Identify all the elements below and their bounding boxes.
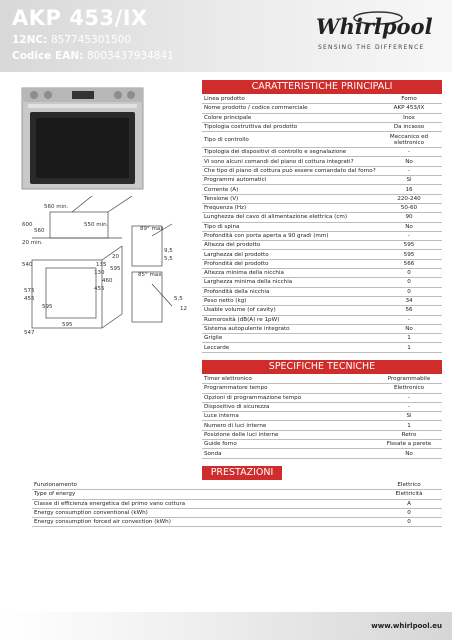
row-label: Programmi automatici (204, 177, 267, 184)
table-row (202, 412, 442, 421)
row-label: Che tipo di piano di cottura può essere comandato dal forno? (204, 167, 376, 174)
specifiche-table (202, 375, 442, 459)
whirlpool-logo (308, 8, 438, 58)
table-row (202, 114, 442, 123)
table-row (202, 104, 442, 113)
table-row (202, 278, 442, 287)
row-value: - (407, 394, 411, 401)
table-row (32, 481, 442, 490)
row-value: 1 (407, 335, 411, 342)
row-value: 0 (407, 288, 411, 295)
row-value: 220-240 (397, 195, 421, 202)
row-label: Luce interna (204, 413, 239, 420)
row-value: Forno (401, 96, 417, 103)
row-label: Type of energy (34, 491, 76, 498)
row-value: Fissate a parete (386, 441, 432, 448)
caratteristiche-table (202, 95, 442, 353)
dim-label: 135 (96, 262, 107, 268)
row-label: Colore principale (204, 114, 252, 121)
code-ean (12, 50, 174, 62)
row-value: - (407, 233, 411, 239)
dim-label: 560 min. (44, 204, 69, 210)
row-label: Larghezza del prodotto (204, 251, 269, 258)
row-value: 0 (407, 270, 411, 277)
row-label: Altezza del prodotto (204, 242, 261, 249)
row-label: Frequenza (Hz) (204, 205, 247, 212)
row-value: 0 (407, 519, 411, 526)
row-value: - (407, 316, 411, 323)
dim-label: 547 (24, 330, 35, 336)
table-row (202, 195, 442, 204)
row-label: Tipologia costruttiva del prodotto (204, 124, 298, 131)
dim-label: 5,5 (174, 296, 183, 302)
code-12nc (12, 34, 131, 46)
table-row (202, 403, 442, 412)
row-value: Elettronico (393, 385, 425, 392)
row-label: Vi sono alcuni comandi del piano di cottura integrati? (204, 158, 354, 165)
row-value: - (407, 149, 411, 156)
table-row (202, 343, 442, 352)
row-value: No (405, 450, 413, 457)
dim-label: 12 (180, 306, 187, 312)
table-row (202, 297, 442, 306)
table-row (202, 394, 442, 403)
code-ean-label: Codice EAN: (12, 50, 84, 62)
code-ean-value: 8003437934841 (86, 50, 174, 62)
code-12nc-label: 12NC: (12, 34, 48, 46)
row-label: Dispositivo di sicurezza (204, 404, 270, 411)
row-label: Lunghezza del cavo di alimentazione elettrica (cm) (204, 214, 348, 221)
row-label: Peso netto (kg) (204, 298, 247, 305)
table-row (32, 490, 442, 499)
row-label: Energy consumption conventional (kWh) (34, 510, 148, 517)
table-row (202, 250, 442, 259)
dim-label: 550 min. (84, 222, 109, 228)
row-label: Posizione delle luci interne (204, 431, 279, 438)
row-label: Linea prodotto (204, 96, 245, 103)
table-row (202, 95, 442, 104)
row-value: No (405, 325, 413, 332)
dim-label: 20 (112, 254, 119, 260)
row-value: AKP 453/IX (393, 105, 425, 112)
product-title: AKP 453/IX (12, 6, 148, 30)
table-row (202, 269, 442, 278)
row-value: - (407, 167, 411, 174)
dim-label: 540 (22, 262, 33, 268)
row-value: Elettrico (397, 482, 421, 489)
footer-url: www.whirlpool.eu (371, 622, 442, 630)
installation-diagram (22, 196, 192, 336)
table-row (202, 241, 442, 250)
row-value: - (407, 404, 411, 411)
row-label: Tipo di spina (204, 223, 240, 230)
row-label: Griglie (204, 335, 223, 342)
dim-label: 595 (42, 304, 53, 310)
table-row (202, 440, 442, 449)
oven-image (20, 86, 145, 191)
dim-label: 20 min. (22, 240, 43, 246)
row-label: Tipologia dei dispositivi di controllo e segnalazione (204, 149, 347, 156)
dim-label: 595 (110, 266, 121, 272)
row-label: Sonda (204, 450, 222, 457)
row-label: Classe di efficienza energetica del primo vano cottura (34, 500, 186, 507)
table-row (202, 288, 442, 297)
row-label: Opzioni di programmazione tempo (204, 394, 302, 401)
table-row (202, 185, 442, 194)
table-row (32, 509, 442, 518)
dim-label: 455 (24, 296, 35, 302)
row-label: Tensione (V) (204, 195, 239, 202)
dim-label: 600 (22, 222, 33, 228)
row-value: A (407, 500, 411, 507)
row-value: 16 (405, 186, 413, 193)
row-label: Leccarde (204, 344, 230, 351)
row-value: 1 (407, 422, 411, 429)
row-label: Altezza minima della nicchia (204, 270, 284, 277)
dim-label: 9,5 (164, 248, 173, 254)
dim-label: 575 (24, 288, 35, 294)
row-label: Profondità della nicchia (204, 288, 270, 295)
row-value: Meccanico ed elettronico (389, 133, 429, 146)
prestazioni-table (32, 481, 442, 527)
row-label: Usable volume (of cavity) (204, 307, 276, 314)
table-row (202, 204, 442, 213)
table-row (202, 123, 442, 132)
row-value: Da incasso (393, 124, 425, 131)
row-value: Elettricità (395, 491, 423, 498)
table-row (202, 232, 442, 241)
table-row (202, 167, 442, 176)
table-row (202, 132, 442, 148)
row-label: Larghezza minima della nicchia (204, 279, 293, 286)
table-row (202, 157, 442, 166)
dim-label: 460 (102, 278, 113, 284)
table-row (202, 334, 442, 343)
row-value: Inox (403, 114, 415, 121)
row-value: Sì (406, 413, 412, 420)
table-row (202, 375, 442, 384)
dim-label: 595 (62, 322, 73, 328)
row-label: Profondità del prodotto (204, 260, 269, 267)
table-row (202, 421, 442, 430)
row-label: Timer elettronico (204, 376, 252, 383)
header-band (0, 0, 452, 72)
row-label: Tipo di controllo (204, 136, 249, 143)
row-label: Numero di luci interne (204, 422, 267, 429)
row-label: Energy consumption forced air convection (kWh) (34, 519, 171, 526)
table-row (202, 449, 442, 458)
row-value: 90 (405, 214, 413, 221)
table-row (202, 148, 442, 157)
brand-tagline: SENSING THE DIFFERENCE (318, 44, 425, 51)
footer-band (0, 612, 452, 640)
table-row (202, 306, 442, 315)
brand-name: Whirlpool (316, 14, 433, 39)
row-value: 595 (403, 242, 415, 249)
dim-label: 85° max (138, 272, 162, 278)
row-value: 34 (405, 298, 413, 305)
row-label: Corrente (A) (204, 186, 239, 193)
table-row (202, 176, 442, 185)
dim-label: 89° max (140, 226, 164, 232)
row-value: No (405, 223, 413, 230)
table-row (202, 223, 442, 232)
row-label: Nome prodotto / codice commerciale (204, 105, 308, 112)
dim-label: 455 (94, 286, 105, 292)
table-row (32, 500, 442, 509)
row-label: Funzionamento (34, 482, 77, 489)
row-value: 595 (403, 251, 415, 258)
row-value: 50-60 (400, 205, 418, 212)
row-value: Sì (406, 177, 412, 184)
row-label: Programmatore tempo (204, 385, 268, 392)
table-row (202, 213, 442, 222)
code-12nc-value: 857745301500 (50, 34, 132, 46)
row-value: 0 (407, 510, 411, 517)
dim-label: 560 (34, 228, 45, 234)
row-value: Retro (401, 431, 417, 438)
table-row (202, 325, 442, 334)
row-value: 0 (407, 279, 411, 286)
row-value: Programmabile (387, 376, 431, 383)
table-row (202, 316, 442, 325)
dim-label: 130 (94, 270, 105, 276)
table-row (202, 384, 442, 393)
row-label: Sistema autopulente integrato (204, 325, 290, 332)
row-value: No (405, 158, 413, 165)
section-specifiche-title: SPECIFICHE TECNICHE (202, 360, 442, 374)
row-value: 1 (407, 344, 411, 351)
row-label: Rumorosità (dB(A) re 1pW) (204, 316, 280, 323)
table-row (202, 431, 442, 440)
row-label: Profondità con porta aperta a 90 gradi (mm) (204, 233, 329, 239)
table-row (32, 518, 442, 527)
row-label: Guide forno (204, 441, 237, 448)
row-value: 566 (403, 260, 415, 267)
section-prestazioni-title: PRESTAZIONI (202, 466, 282, 480)
dim-label: 5,5 (164, 256, 173, 262)
section-caratteristiche-title: CARATTERISTICHE PRINCIPALI (202, 80, 442, 94)
table-row (202, 260, 442, 269)
row-value: 56 (405, 307, 413, 314)
